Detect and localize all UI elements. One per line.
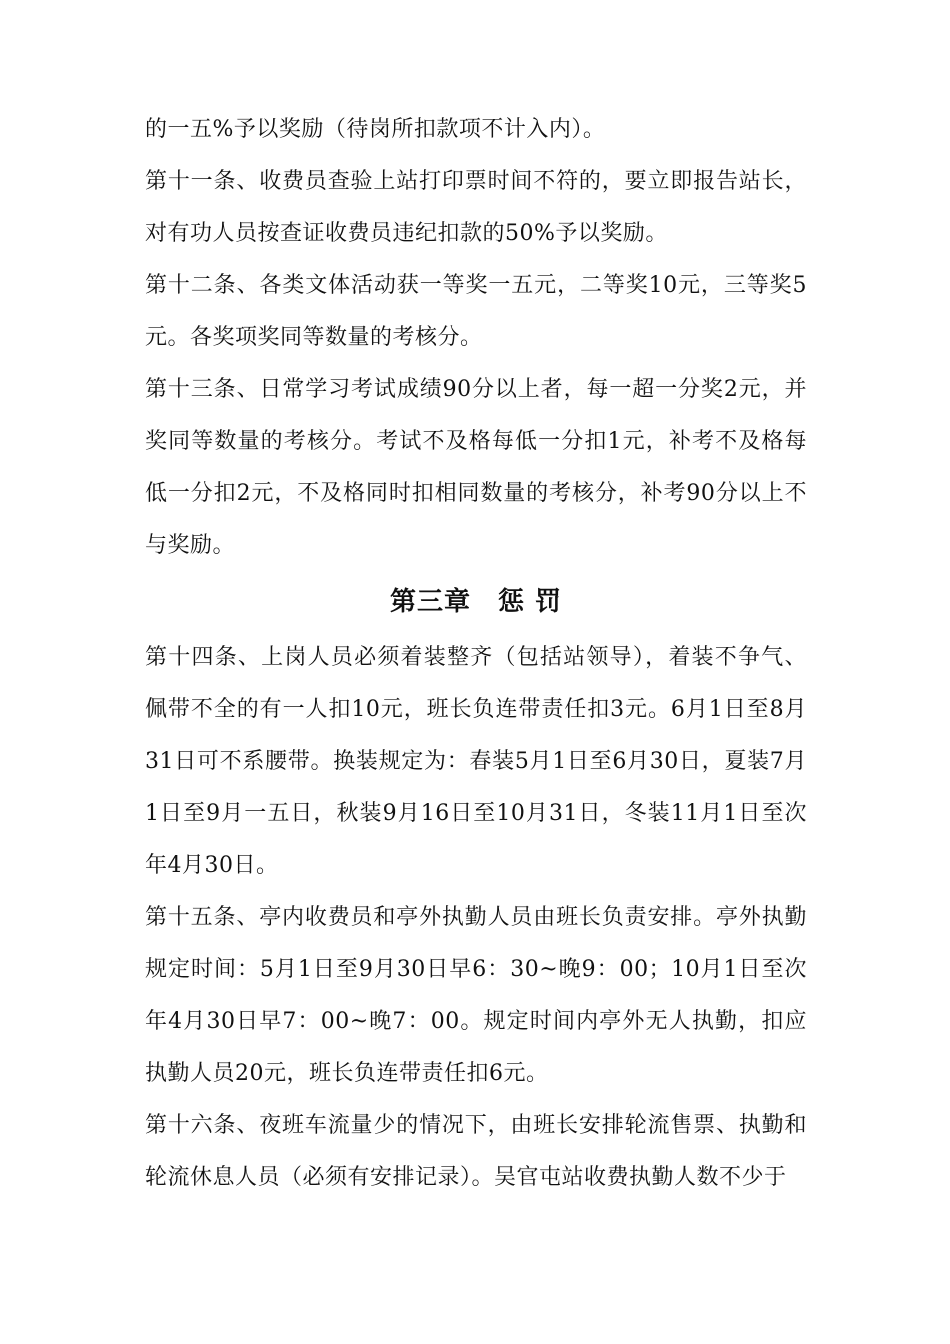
paragraph-article-12: 第十二条、各类文体活动获一等奖一五元，二等奖10元，三等奖5元。各奖项奖同等数量的考核分。: [145, 273, 807, 350]
paragraph-article-13: 第十三条、日常学习考试成绩90分以上者，每一超一分奖2元，并奖同等数量的考核分。考试不及格每低一分扣1元，补考不及格每低一分扣2元，不及格同时扣相同数量的考核分，补考90分以上不与奖励。: [145, 377, 807, 558]
paragraph-award-continuation: 的一五%予以奖励（待岗所扣款项不计入内）。: [145, 117, 606, 142]
chapter-title: 第三章 惩 罚: [389, 587, 563, 617]
paragraph-article-14: 第十四条、上岗人员必须着装整齐（包括站领导），着装不争气、佩带不全的有一人扣10元，班长负连带责任扣3元。6月1日至8月31日可不系腰带。换装规定为：春装5月1日至6月30日，夏装7月1日至9月一五日，秋装9月16日至10月31日，冬装11月1日至次年4月30日。: [145, 645, 807, 878]
paragraph-article-16: 第十六条、夜班车流量少的情况下，由班长安排轮流售票、执勤和轮流休息人员（必须有安排记录）。吴官屯站收费执勤人数不少于: [145, 1113, 807, 1190]
paragraph-article-15: 第十五条、亭内收费员和亭外执勤人员由班长负责安排。亭外执勤规定时间：5月1日至9月30日早6：30~晚9：00；10月1日至次年4月30日早7：00~晚7：00。规定时间内亭外无人执勤，扣应执勤人员20元，班长负连带责任扣6元。: [145, 905, 807, 1086]
document-page: [145, 104, 807, 1204]
paragraph-article-11: 第十一条、收费员查验上站打印票时间不符的，要立即报告站长，对有功人员按查证收费员违纪扣款的50%予以奖励。: [145, 169, 807, 246]
